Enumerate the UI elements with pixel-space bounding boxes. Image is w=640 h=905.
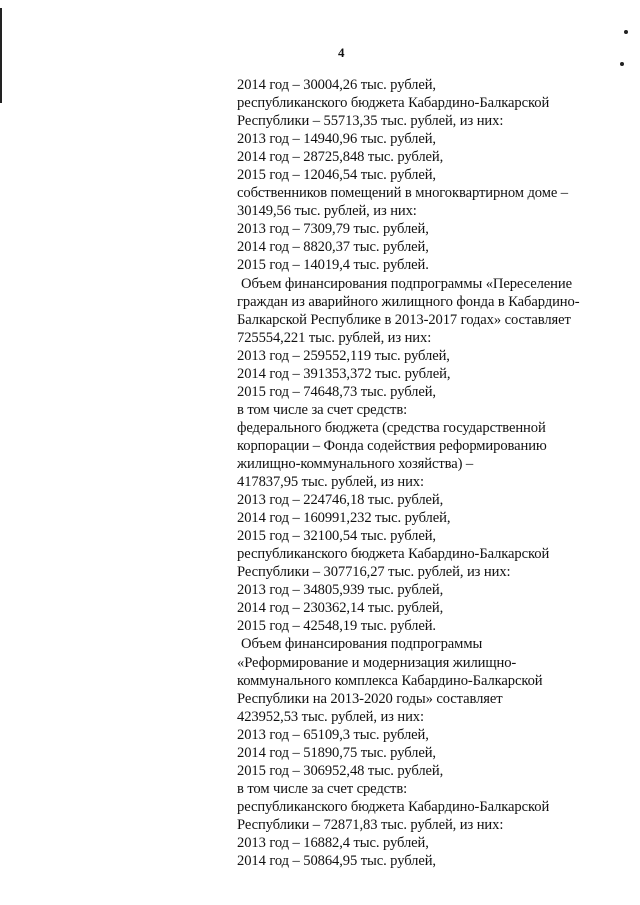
scan-dot-mark (624, 30, 628, 34)
text-line: республиканского бюджета Кабардино-Балкарской (237, 546, 550, 563)
document-body (237, 76, 617, 870)
text-line: 2014 год – 391353,372 тыс. рублей, (237, 365, 451, 382)
text-line: 2014 год – 51890,75 тыс. рублей, (237, 744, 436, 761)
text-line: Республики – 72871,83 тыс. рублей, из них: (237, 816, 504, 833)
text-line: 2014 год – 160991,232 тыс. рублей, (237, 510, 451, 527)
text-line: собственников помещений в многоквартирном доме – (237, 185, 568, 202)
text-line: 2014 год – 230362,14 тыс. рублей, (237, 600, 444, 617)
text-line: республиканского бюджета Кабардино-Балкарской (237, 95, 550, 112)
text-line: 2013 год – 34805,939 тыс. рублей, (237, 582, 444, 599)
text-line: 2013 год – 224746,18 тыс. рублей, (237, 492, 444, 509)
text-line: 2013 год – 7309,79 тыс. рублей, (237, 221, 429, 238)
text-line: Балкарской Республике в 2013-2017 годах» составляет (237, 311, 571, 328)
text-line: Республики – 55713,35 тыс. рублей, из них: (237, 113, 504, 130)
text-line: республиканского бюджета Кабардино-Балкарской (237, 798, 550, 815)
text-line: 725554,221 тыс. рублей, из них: (237, 329, 432, 346)
text-line: Республики на 2013-2020 годы» составляет (237, 690, 503, 707)
text-line: в том числе за счет средств: (237, 780, 408, 797)
text-line: граждан из аварийного жилищного фонда в Кабардино- (237, 293, 580, 310)
scan-edge-mark (0, 8, 2, 103)
text-line: 2014 год – 8820,37 тыс. рублей, (237, 239, 429, 256)
text-line: 417837,95 тыс. рублей, из них: (237, 474, 424, 491)
text-line: 2015 год – 306952,48 тыс. рублей, (237, 762, 444, 779)
text-line: 2013 год – 65109,3 тыс. рублей, (237, 726, 429, 743)
text-line: 423952,53 тыс. рублей, из них: (237, 708, 424, 725)
text-line: жилищно-коммунального хозяйства) – (237, 455, 474, 472)
text-line: 2014 год – 30004,26 тыс. рублей, (237, 77, 436, 93)
text-line: 2013 год – 16882,4 тыс. рублей, (237, 834, 429, 851)
text-line: 2015 год – 14019,4 тыс. рублей. (237, 257, 429, 274)
text-line: 2013 год – 14940,96 тыс. рублей, (237, 131, 436, 148)
text-line: 2014 год – 50864,95 тыс. рублей, (237, 853, 436, 870)
text-line: 30149,56 тыс. рублей, из них: (237, 203, 417, 220)
text-line: 2015 год – 32100,54 тыс. рублей, (237, 528, 436, 545)
text-line: 2014 год – 28725,848 тыс. рублей, (237, 149, 444, 166)
text-line: корпорации – Фонда содействия реформированию (237, 437, 547, 454)
text-line: в том числе за счет средств: (237, 401, 408, 418)
text-line: 2015 год – 74648,73 тыс. рублей, (237, 383, 436, 400)
text-line: коммунального комплекса Кабардино-Балкарской (237, 672, 543, 689)
text-line: федерального бюджета (средства государственной (237, 419, 546, 436)
text-line: Республики – 307716,27 тыс. рублей, из них: (237, 564, 511, 581)
text-line: 2013 год – 259552,119 тыс. рублей, (237, 347, 450, 364)
page-number: 4 (338, 45, 345, 60)
text-line: 2015 год – 12046,54 тыс. рублей, (237, 167, 436, 184)
paragraph-start-line: Объем финансирования подпрограммы «Переселение (241, 275, 572, 292)
text-line: «Реформирование и модернизация жилищно- (237, 654, 517, 671)
paragraph-start-line: Объем финансирования подпрограммы (241, 636, 483, 653)
text-line: 2015 год – 42548,19 тыс. рублей. (237, 618, 436, 635)
scan-dot-mark (620, 62, 624, 66)
